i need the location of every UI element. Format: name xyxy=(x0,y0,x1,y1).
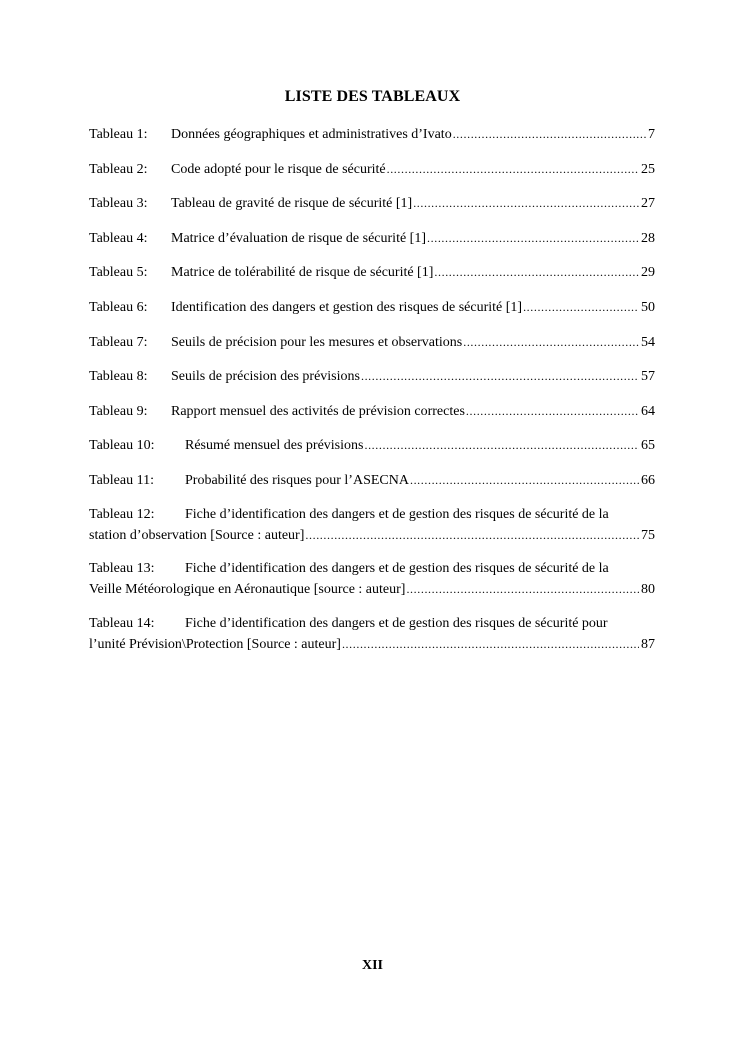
toc-entry-label: Tableau 9: xyxy=(89,403,148,419)
toc-entry-tableau-9[interactable] xyxy=(89,401,655,422)
toc-entry-title: Rapport mensuel des activités de prévision correctes xyxy=(171,403,465,419)
toc-entry-page: 25 xyxy=(641,161,655,177)
toc-entry-page: 27 xyxy=(641,196,655,212)
dot-leader xyxy=(364,435,639,455)
toc-entry-title-line2: Veille Météorologique en Aéronautique [source : auteur] xyxy=(89,582,406,598)
toc-entry-tableau-1[interactable] xyxy=(89,124,655,145)
toc-entry-page: 54 xyxy=(641,334,655,350)
toc-entry-label: Tableau 14: xyxy=(89,615,155,631)
toc-entry-title: Probabilité des risques pour l’ASECNA xyxy=(185,472,409,488)
toc-entry-title: Données géographiques et administratives d’Ivato xyxy=(171,127,452,142)
toc-entry-page: 66 xyxy=(641,472,655,488)
toc-entry-page: 7 xyxy=(648,127,655,142)
toc-entry-page: 75 xyxy=(641,527,655,543)
toc-entry-tableau-13[interactable] xyxy=(89,559,655,600)
toc-entry-title-line1: Fiche d’identification des dangers et de gestion des risques de sécurité de la xyxy=(185,561,609,577)
toc-entry-title-line2: station d’observation [Source : auteur] xyxy=(89,527,305,543)
toc-entry-page: 57 xyxy=(641,369,655,385)
toc-entry-page: 28 xyxy=(641,230,655,246)
dot-leader xyxy=(387,159,639,179)
toc-entry-title: Matrice de tolérabilité de risque de sécurité [1] xyxy=(171,265,434,281)
table-of-tables xyxy=(89,124,655,668)
toc-entry-label: Tableau 2: xyxy=(89,161,148,177)
dot-leader xyxy=(434,262,639,282)
dot-leader xyxy=(413,193,639,213)
toc-entry-tableau-3[interactable] xyxy=(89,193,655,214)
toc-entry-tableau-11[interactable] xyxy=(89,470,655,491)
toc-entry-label: Tableau 8: xyxy=(89,369,148,385)
toc-entry-label: Tableau 11: xyxy=(89,472,154,488)
dot-leader xyxy=(361,366,639,386)
toc-entry-tableau-12[interactable] xyxy=(89,505,655,546)
toc-entry-label: Tableau 4: xyxy=(89,230,148,246)
toc-entry-title-line1: Fiche d’identification des dangers et de gestion des risques de sécurité pour xyxy=(185,615,608,631)
toc-entry-tableau-2[interactable] xyxy=(89,159,655,180)
toc-entry-label: Tableau 6: xyxy=(89,299,148,315)
toc-entry-title-line1: Fiche d’identification des dangers et de gestion des risques de sécurité de la xyxy=(185,506,609,522)
page-number: XII xyxy=(361,958,383,973)
toc-entry-tableau-4[interactable] xyxy=(89,228,655,249)
toc-entry-tableau-5[interactable] xyxy=(89,262,655,283)
toc-entry-title: Seuils de précision des prévisions xyxy=(171,369,360,385)
toc-entry-tableau-10[interactable] xyxy=(89,435,655,456)
toc-entry-label: Tableau 7: xyxy=(89,334,148,350)
toc-entry-page: 80 xyxy=(641,582,655,598)
toc-entry-label: Tableau 5: xyxy=(89,265,148,281)
toc-entry-label: Tableau 1: xyxy=(89,127,148,142)
toc-entry-tableau-8[interactable] xyxy=(89,366,655,387)
toc-entry-label: Tableau 12: xyxy=(89,506,155,522)
dot-leader xyxy=(305,525,639,545)
toc-entry-tableau-7[interactable] xyxy=(89,332,655,353)
toc-entry-title: Seuils de précision pour les mesures et observations xyxy=(171,334,463,350)
toc-entry-label: Tableau 13: xyxy=(89,561,155,577)
toc-entry-tableau-6[interactable] xyxy=(89,297,655,318)
toc-entry-title: Résumé mensuel des prévisions xyxy=(185,438,364,454)
dot-leader xyxy=(427,228,639,248)
toc-entry-page: 50 xyxy=(641,299,655,315)
toc-entry-title: Matrice d’évaluation de risque de sécurité [1] xyxy=(171,230,427,246)
page-title: LISTE DES TABLEAUX xyxy=(284,88,461,105)
dot-leader xyxy=(342,634,639,654)
toc-entry-page: 29 xyxy=(641,265,655,281)
toc-entry-page: 87 xyxy=(641,636,655,652)
toc-entry-page: 65 xyxy=(641,438,655,454)
toc-entry-title: Code adopté pour le risque de sécurité xyxy=(171,161,386,177)
dot-leader xyxy=(453,124,646,144)
toc-entry-page: 64 xyxy=(641,403,655,419)
dot-leader xyxy=(523,297,639,317)
toc-entry-tableau-14[interactable] xyxy=(89,614,655,655)
dot-leader xyxy=(466,401,639,421)
dot-leader xyxy=(410,470,639,490)
toc-entry-title-line2: l’unité Prévision\Protection [Source : auteur] xyxy=(89,636,341,652)
dot-leader xyxy=(406,579,639,599)
dot-leader xyxy=(463,332,639,352)
toc-entry-title: Tableau de gravité de risque de sécurité [1] xyxy=(171,196,413,212)
toc-entry-label: Tableau 10: xyxy=(89,438,155,454)
toc-entry-title: Identification des dangers et gestion des risques de sécurité [1] xyxy=(171,299,523,315)
toc-entry-label: Tableau 3: xyxy=(89,196,148,212)
